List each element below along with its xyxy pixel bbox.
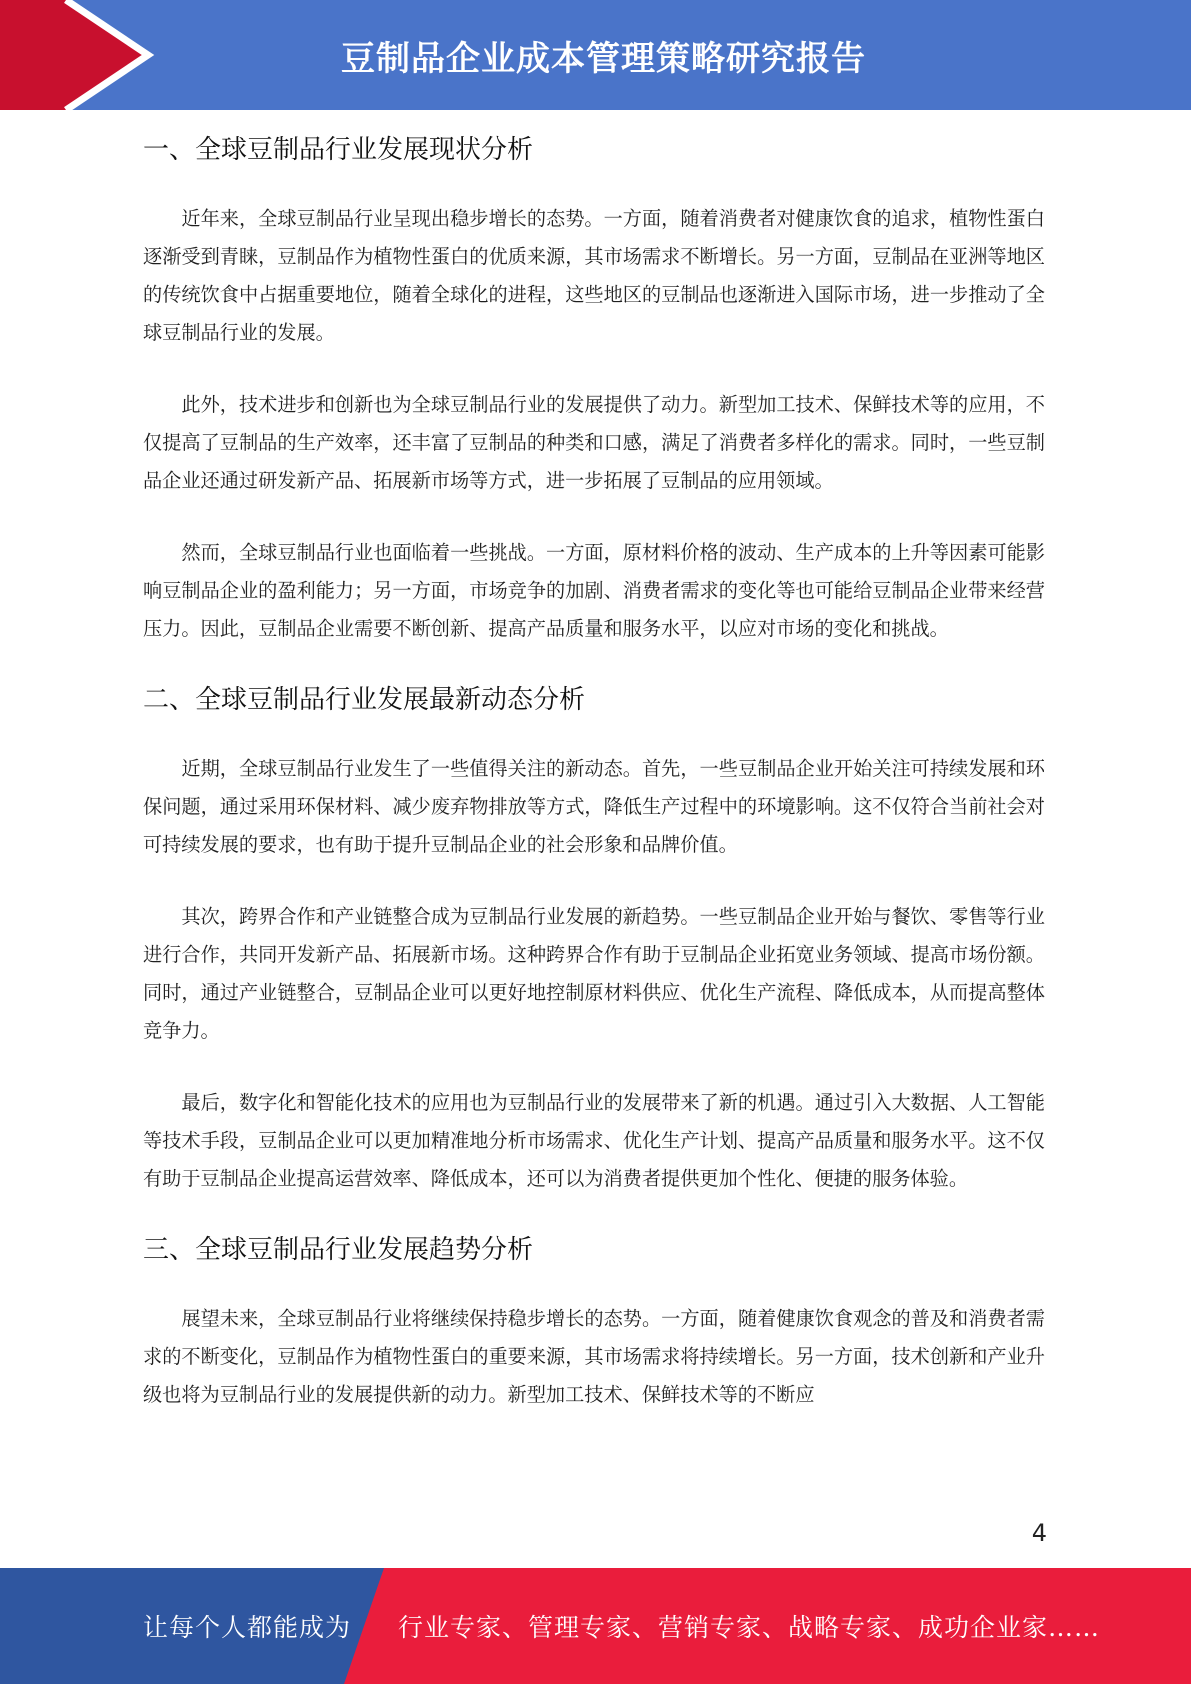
- paragraph: 近期，全球豆制品行业发生了一些值得关注的新动态。首先，一些豆制品企业开始关注可持续发展和环保问题，通过采用环保材料、减少废弃物排放等方式，降低生产过程中的环境影响。这不仅符合当前社会对可持续发展的要求，也有助于提升豆制品企业的社会形象和品牌价值。: [143, 757, 1045, 856]
- paragraph: 此外，技术进步和创新也为全球豆制品行业的发展提供了动力。新型加工技术、保鲜技术等的应用，不仅提高了豆制品的生产效率，还丰富了豆制品的种类和口感，满足了消费者多样化的需求。同时，一些豆制品企业还通过研发新产品、拓展新市场等方式，进一步拓展了豆制品的应用领域。: [143, 393, 1045, 492]
- report-body: [143, 128, 1045, 1414]
- section-heading-3: 三、全球豆制品行业发展趋势分析: [143, 1235, 534, 1265]
- section-heading-1: 一、全球豆制品行业发展现状分析: [143, 135, 534, 165]
- paragraph: 其次，跨界合作和产业链整合成为豆制品行业发展的新趋势。一些豆制品企业开始与餐饮、零售等行业进行合作，共同开发新产品、拓展新市场。这种跨界合作有助于豆制品企业拓宽业务领域、提高市场份额。同时，通过产业链整合，豆制品企业可以更好地控制原材料供应、优化生产流程、降低成本，从而提高整体竞争力。: [143, 905, 1045, 1042]
- page-header: [0, 0, 1191, 110]
- paragraph: 近年来，全球豆制品行业呈现出稳步增长的态势。一方面，随着消费者对健康饮食的追求，植物性蛋白逐渐受到青睐，豆制品作为植物性蛋白的优质来源，其市场需求不断增长。另一方面，豆制品在亚洲等地区的传统饮食中占据重要地位，随着全球化的进程，这些地区的豆制品也逐渐进入国际市场，进一步推动了全球豆制品行业的发展。: [143, 207, 1045, 344]
- page-footer: [0, 1568, 1191, 1684]
- page-number: 4: [1031, 1519, 1047, 1547]
- paragraph: 最后，数字化和智能化技术的应用也为豆制品行业的发展带来了新的机遇。通过引入大数据、人工智能等技术手段，豆制品企业可以更加精准地分析市场需求、优化生产计划、提高产品质量和服务水平。这不仅有助于豆制品企业提高运营效率、降低成本，还可以为消费者提供更加个性化、便捷的服务体验。: [143, 1091, 1045, 1190]
- footer-slogan-lead: 让每个人都能成为: [143, 1613, 352, 1642]
- report-title: 豆制品企业成本管理策略研究报告: [341, 38, 866, 79]
- paragraph: 展望未来，全球豆制品行业将继续保持稳步增长的态势。一方面，随着健康饮食观念的普及和消费者需求的不断变化，豆制品作为植物性蛋白的重要来源，其市场需求将持续增长。另一方面，技术创新和产业升级也将为豆制品行业的发展提供新的动力。新型加工技术、保鲜技术等的不断应: [143, 1307, 1045, 1406]
- section-heading-2: 二、全球豆制品行业发展最新动态分析: [143, 685, 586, 715]
- paragraph: 然而，全球豆制品行业也面临着一些挑战。一方面，原材料价格的波动、生产成本的上升等因素可能影响豆制品企业的盈利能力；另一方面，市场竞争的加剧、消费者需求的变化等也可能给豆制品企业带来经营压力。因此，豆制品企业需要不断创新、提高产品质量和服务水平，以应对市场的变化和挑战。: [143, 541, 1045, 640]
- footer-slogan-roles: 行业专家、管理专家、营销专家、战略专家、成功企业家……: [398, 1613, 1101, 1642]
